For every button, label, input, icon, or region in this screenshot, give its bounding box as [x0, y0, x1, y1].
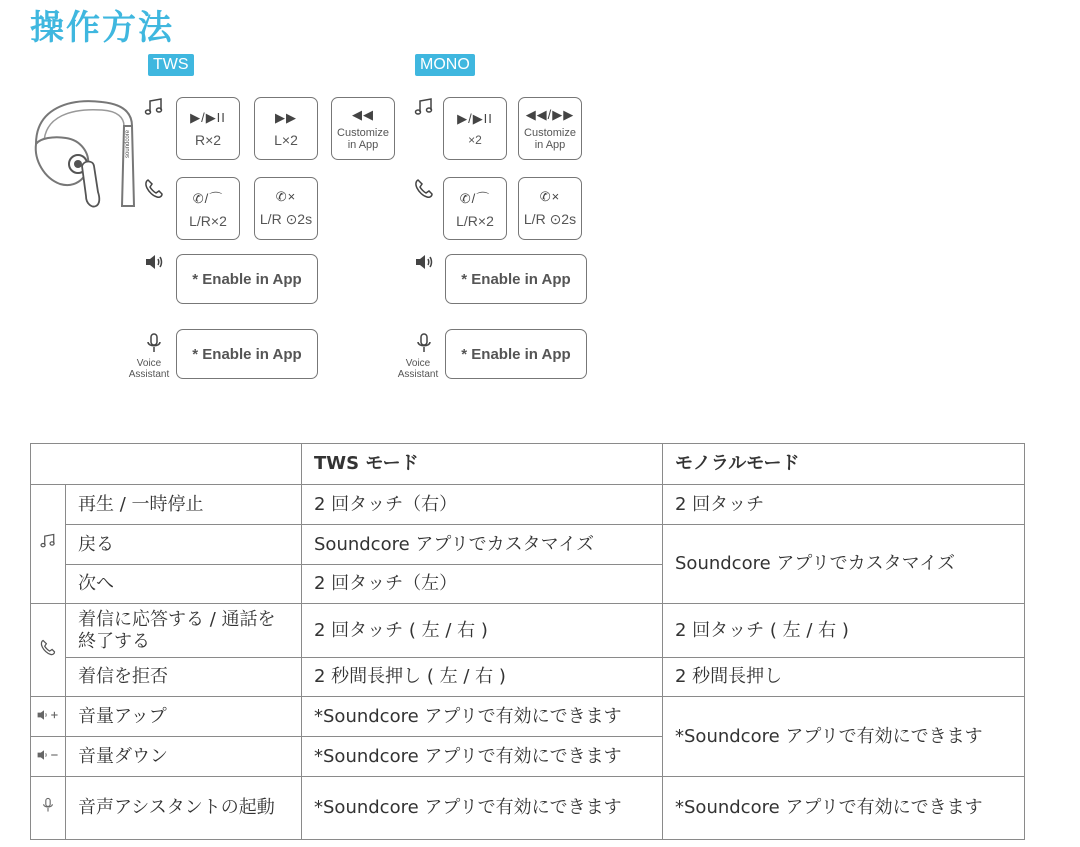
- table-row: [31, 485, 1025, 525]
- tws-cell: Soundcore アプリでカスタマイズ: [302, 525, 663, 565]
- mono-cell: 2 回タッチ: [663, 485, 1025, 525]
- tws-volume-button: * Enable in App: [176, 254, 318, 304]
- tws-prev-label-2: in App: [347, 138, 379, 151]
- operation-table: [30, 443, 1025, 840]
- tws-next-label: L×2: [274, 131, 298, 148]
- earbud-illustration: [30, 96, 142, 212]
- mono-play-pause-button: [443, 97, 507, 160]
- mono-play-pause-label: ×2: [468, 132, 482, 147]
- phone-icon: [39, 638, 57, 656]
- microphone-icon: [413, 332, 435, 354]
- microphone-icon: [143, 332, 165, 354]
- tws-cell: 2 回タッチ ( 左 / 右 ): [302, 604, 663, 658]
- mono-badge: MONO: [415, 54, 475, 76]
- fast-forward-icon: ▶▶: [275, 109, 297, 125]
- tws-cell: *Soundcore アプリで有効にできます: [302, 697, 663, 737]
- phone-icon: [413, 177, 435, 199]
- mono-skip-label-1: Customize: [524, 126, 576, 139]
- speaker-icon: [143, 251, 165, 273]
- reject-call-icon: ✆×: [539, 189, 561, 204]
- action-cell: 音声アシスタントの起動: [66, 777, 302, 840]
- mono-voice-assistant-label: Voice Assistant: [397, 358, 439, 380]
- music-note-icon: [39, 532, 57, 550]
- mono-skip-button: [518, 97, 582, 160]
- mono-cell: *Soundcore アプリで有効にできます: [663, 777, 1025, 840]
- rewind-forward-icon: ◀◀/▶▶: [525, 106, 575, 122]
- music-note-icon: [143, 96, 165, 118]
- play-pause-icon: ▶/▶II: [190, 109, 226, 125]
- table-row: [31, 525, 1025, 565]
- mono-cell: 2 秒間長押し: [663, 658, 1025, 697]
- volume-down-icon: [36, 748, 60, 762]
- table-header-blank: [31, 444, 302, 485]
- rewind-icon: ◀◀: [352, 106, 374, 122]
- tws-cell: *Soundcore アプリで有効にできます: [302, 737, 663, 777]
- mono-answer-button: [443, 177, 507, 240]
- tws-cell: 2 回タッチ（右）: [302, 485, 663, 525]
- tws-cell: *Soundcore アプリで有効にできます: [302, 777, 663, 840]
- mono-reject-button: [518, 177, 582, 240]
- tws-badge: TWS: [148, 54, 194, 76]
- answer-end-call-icon: ✆/⌒: [459, 191, 491, 206]
- tws-play-pause-button: [176, 97, 240, 160]
- mono-skip-label-2: in App: [534, 138, 566, 151]
- row-icon-cell: [31, 737, 66, 777]
- action-cell: 次へ: [66, 565, 302, 604]
- page-title: 操作方法: [30, 8, 174, 48]
- action-cell: 再生 / 一時停止: [66, 485, 302, 525]
- mono-cell: *Soundcore アプリで有効にできます: [663, 697, 1025, 777]
- mono-cell: 2 回タッチ ( 左 / 右 ): [663, 604, 1025, 658]
- tws-reject-button: [254, 177, 318, 240]
- tws-prev-label-1: Customize: [337, 126, 389, 139]
- earbud-brand-text: soundcore: [125, 129, 131, 158]
- action-cell: 着信に応答する / 通話を終了する: [66, 604, 302, 658]
- tws-answer-label: L/R×2: [189, 213, 227, 229]
- tws-prev-button: [331, 97, 395, 160]
- phone-icon: [143, 177, 165, 199]
- tws-cell: 2 秒間長押し ( 左 / 右 ): [302, 658, 663, 697]
- action-cell: 音量ダウン: [66, 737, 302, 777]
- tws-voice-assistant-label: Voice Assistant: [128, 358, 170, 380]
- tws-next-button: [254, 97, 318, 160]
- row-icon-cell: [31, 604, 66, 697]
- volume-up-icon: [36, 708, 60, 722]
- music-note-icon: [413, 96, 435, 118]
- row-icon-cell: [31, 485, 66, 604]
- row-icon-cell: [31, 697, 66, 737]
- table-header-row: [31, 444, 1025, 485]
- action-cell: 音量アップ: [66, 697, 302, 737]
- answer-end-call-icon: ✆/⌒: [192, 191, 224, 206]
- tws-answer-button: [176, 177, 240, 240]
- action-cell: 着信を拒否: [66, 658, 302, 697]
- tws-cell: 2 回タッチ（左）: [302, 565, 663, 604]
- mono-reject-label: L/R ⊙2s: [523, 211, 577, 227]
- tws-reject-label: L/R ⊙2s: [259, 211, 313, 227]
- action-cell: 戻る: [66, 525, 302, 565]
- mono-voice-button: * Enable in App: [445, 329, 587, 379]
- mono-cell: Soundcore アプリでカスタマイズ: [663, 525, 1025, 604]
- table-header-tws: TWS モード: [302, 444, 663, 485]
- table-row: [31, 658, 1025, 697]
- reject-call-icon: ✆×: [275, 189, 297, 204]
- speaker-icon: [413, 251, 435, 273]
- play-pause-icon: ▶/▶II: [457, 110, 493, 126]
- tws-voice-button: * Enable in App: [176, 329, 318, 379]
- row-icon-cell: [31, 777, 66, 840]
- table-row: [31, 604, 1025, 658]
- table-row: [31, 697, 1025, 737]
- microphone-icon: [40, 795, 56, 815]
- mono-volume-button: * Enable in App: [445, 254, 587, 304]
- mono-answer-label: L/R×2: [456, 213, 494, 229]
- tws-play-pause-label: R×2: [194, 131, 222, 148]
- table-row: [31, 777, 1025, 840]
- table-header-mono: モノラルモード: [663, 444, 1025, 485]
